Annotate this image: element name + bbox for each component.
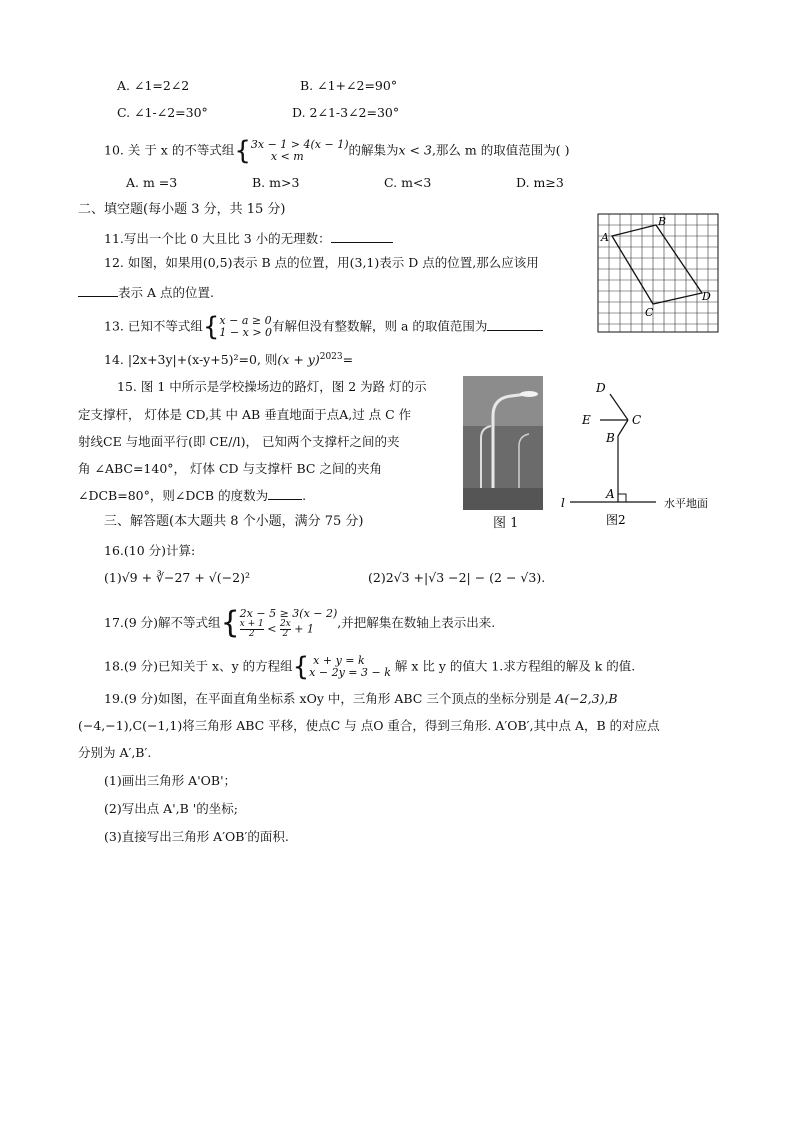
q17-frac2-den: 2: [280, 629, 291, 639]
figure-1-photo: [463, 376, 543, 510]
figure-2-diagram: [556, 376, 726, 526]
q15-line2: 定支撑杆， 灯体是 CD,其 中 AB 垂直地面于点A,过 点 C 作: [78, 407, 412, 422]
grid-label-d: D: [702, 290, 711, 303]
q16-part2: (2)2√3 +|√3 −2| − (2 − √3).: [368, 570, 546, 585]
lamp-cd: [610, 394, 628, 420]
q17-stem: [104, 605, 496, 641]
q17-frac1: [240, 620, 264, 639]
grid-figure: [596, 212, 720, 334]
q17-frac2-num: 2x: [279, 619, 291, 629]
grid-label-c: C: [645, 306, 654, 319]
q17-brace: {: [220, 605, 240, 641]
q18-sys-line2: x − 2y = 3 − k: [309, 666, 391, 679]
q13-system: [219, 315, 272, 339]
fig2-label-l: l: [561, 496, 565, 510]
q18-system: [309, 655, 391, 679]
bar-bc: [618, 420, 628, 436]
q15-line3: 射线CE 与地面平行(即 CE//l)， 已知两个支撑杆之间的夹: [78, 434, 400, 449]
q19-line3: 分别为 A′,B′.: [78, 745, 152, 760]
fig2-label-b: B: [606, 431, 615, 445]
fig2-label-e: E: [582, 413, 591, 427]
q10-option-a: A. m =3: [126, 175, 178, 190]
q12-line2: 表示 A 点的位置.: [118, 285, 214, 300]
q9-option-a: A. ∠1=2∠2: [117, 78, 190, 93]
photo-sky: [463, 376, 543, 426]
q13-prefix: 13. 已知不等式组: [104, 318, 203, 334]
q11-text: 11.写出一个比 0 大且比 3 小的无理数：: [104, 231, 331, 246]
q17-plus: + 1: [294, 622, 314, 636]
q14-exponent: 2023: [319, 352, 343, 362]
q10-option-c: C. m<3: [384, 175, 432, 190]
q17-frac1-num: x + 1: [239, 619, 264, 629]
q18-sys-line1: x + y = k: [313, 654, 365, 667]
q13-answer-blank: [487, 318, 543, 331]
q10-sys-line1: 3x − 1 > 4(x − 1): [250, 138, 349, 151]
q13-suffix: 有解但没有整数解，则 a 的取值范围为: [272, 318, 488, 334]
q9-option-c: C. ∠1-∠2=30°: [117, 105, 208, 120]
q13-sys-line2: 1 − x > 0: [219, 326, 273, 339]
q15-answer-blank: [268, 487, 302, 500]
q14-text: 14. |2x+3y|+(x-y+5)²=0, 则: [104, 352, 278, 368]
q17-system: [240, 608, 338, 639]
fig2-label-a: A: [606, 487, 615, 501]
q10-system: [251, 139, 349, 163]
q19-sub2: (2)写出点 A',B '的坐标;: [104, 801, 238, 816]
q12-answer-blank: [78, 284, 118, 297]
grid-border: [598, 214, 718, 332]
q19-coords-a: A(−2,3),B: [555, 691, 618, 706]
figure-2-caption: 图2: [606, 513, 626, 526]
q10-sys-line2: x < m: [270, 150, 304, 163]
right-angle-mark: [618, 494, 626, 502]
fig2-label-d: D: [596, 381, 606, 395]
q16-part1: (1)√9 + ∛−27 + √(−2)²: [104, 570, 250, 585]
fig2-label-c: C: [632, 413, 642, 427]
q10-condition: x < 3: [398, 142, 432, 158]
q14-stem: [104, 349, 353, 368]
q17-lt: <: [267, 622, 277, 636]
q18-brace: {: [292, 652, 310, 682]
q12-line2-wrap: [78, 284, 214, 301]
q11-stem: [104, 230, 393, 247]
section-3-heading: 三、解答题(本大题共 8 个小题，满分 75 分): [104, 514, 364, 529]
q13-brace: {: [202, 312, 220, 342]
q17-sys-line1: 2x − 5 ≥ 3(x − 2): [239, 607, 338, 620]
q16-title: 16.(10 分)计算:: [104, 543, 196, 558]
figure-1-caption: 图 1: [493, 516, 519, 531]
q17-frac2: [280, 620, 291, 639]
q19-line1: [104, 691, 618, 707]
q10-suffix: ,那么 m 的取值范围为( ): [431, 142, 570, 158]
grid-label-a: A: [601, 231, 609, 244]
grid-label-b: B: [658, 215, 667, 228]
fig2-ground-label: 水平地面: [664, 497, 708, 510]
q10-middle: 的解集为: [348, 142, 399, 158]
q14-tail: =: [342, 352, 354, 368]
q12-line1: 12. 如图，如果用(0,5)表示 B 点的位置，用(3,1)表示 D 点的位置,那么应该用: [104, 255, 539, 270]
q10-option-b: B. m>3: [252, 175, 300, 190]
q18-prefix: 18.(9 分)已知关于 x、y 的方程组: [104, 658, 293, 674]
q9-option-d: D. 2∠1-3∠2=30°: [292, 105, 400, 120]
lamp-head: [520, 391, 538, 397]
q15-line4: 角 ∠ABC=140°， 灯体 CD 与支撑杆 BC 之间的夹角: [78, 461, 382, 476]
q9-option-b: B. ∠1+∠2=90°: [300, 78, 398, 93]
photo-ground: [463, 488, 543, 510]
q17-suffix: ,并把解集在数轴上表示出来.: [337, 615, 496, 630]
q14-expr: (x + y): [277, 352, 320, 368]
q15-line1: 15. 图 1 中所示是学校操场边的路灯，图 2 为路 灯的示: [117, 379, 427, 394]
q17-frac1-den: 2: [240, 629, 264, 639]
q18-suffix: 解 x 比 y 的值大 1.求方程组的解及 k 的值.: [394, 658, 636, 674]
q11-answer-blank: [331, 230, 393, 243]
q13-sys-line1: x − a ≥ 0: [219, 314, 272, 327]
q10-stem: [104, 138, 569, 164]
q10-prefix: 10. 关 于 x 的不等式组: [104, 142, 235, 158]
q19-line2: (−4,−1),C(−1,1)将三角形 ABC 平移，使点C 与 点O 重合，得到三角形. A′OB′,其中点 A，B 的对应点: [78, 718, 660, 733]
q10-option-d: D. m≥3: [516, 175, 564, 190]
q10-brace: {: [234, 136, 251, 166]
q15-line5-wrap: ∠DCB=80°，则∠DCB 的度数为 .: [78, 488, 307, 503]
q19-line1a: 19.(9 分)如图，在平面直角坐标系 xOy 中，三角形 ABC 三个顶点的坐标分别是: [104, 691, 552, 706]
q18-stem: [104, 654, 635, 680]
q15-line5: ∠DCB=80°，则∠DCB 的度数为: [78, 488, 269, 503]
q19-sub3: (3)直接写出三角形 A′OB′的面积.: [104, 829, 289, 844]
q19-sub1: (1)画出三角形 A'OB'；: [104, 773, 237, 788]
q17-prefix: 17.(9 分)解不等式组: [104, 615, 221, 630]
q13-stem: [104, 314, 543, 340]
section-2-heading: 二、填空题(每小题 3 分，共 15 分): [78, 202, 286, 217]
